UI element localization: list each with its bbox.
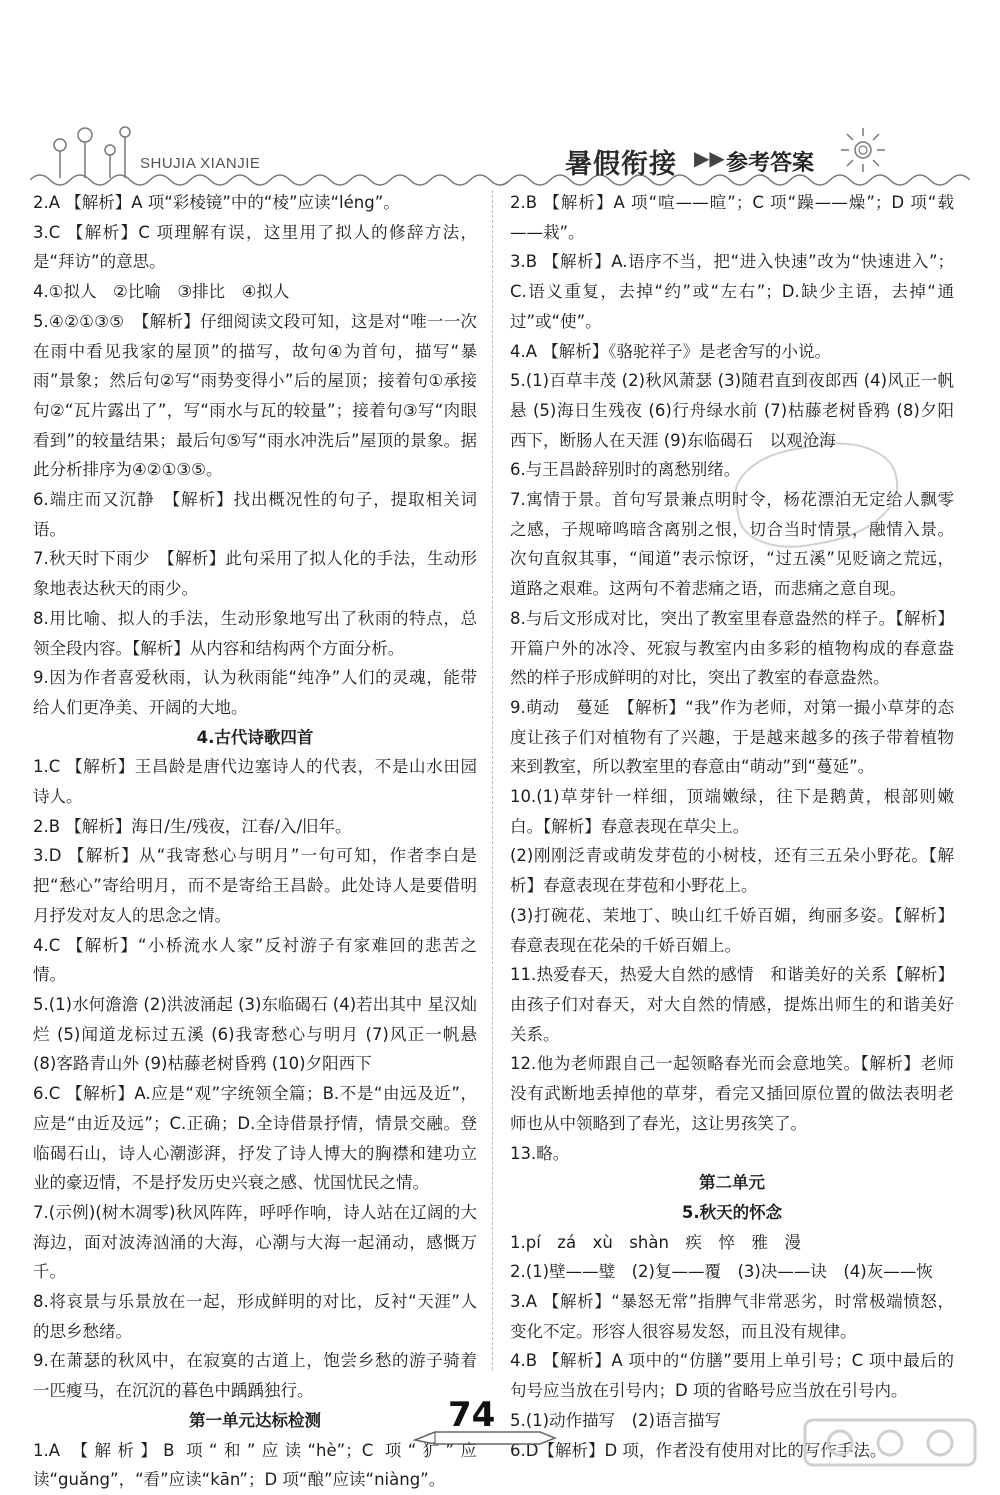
answer-item: 6.端庄而又沉静 【解析】找出概况性的句子，提取相关词语。: [33, 490, 477, 539]
answer-item: 7.(示例)(树木凋零)秋风阵阵，呼呼作响，诗人站在辽阔的大海边，面对波涛汹涌的大海，心潮与大海一起涌动，感慨万千。: [33, 1202, 477, 1282]
answer-item: 4.B 【解析】A 项中的“仿膳”要用上单引号；C 项中最后的句号应当放在引号内；D 项的省略号应当放在引号内。: [510, 1351, 954, 1401]
right-answer-column: [510, 188, 954, 1465]
answer-item: 5.(1)百草丰茂 (2)秋风萧瑟 (3)随君直到夜郎西 (4)风正一帆悬 (5)海日生残夜 (6)行舟绿水前 (7)枯藤老树昏鸦 (8)夕阳西下，断肠人在天涯 (9)东临碣石 以观沧海: [510, 371, 954, 450]
answer-item: 2.B 【解析】海日/生/残夜，江春/入/旧年。: [33, 816, 352, 836]
answer-item: 4.A 【解析】《骆驼祥子》是老舍写的小说。: [510, 341, 832, 361]
page-number: 74: [448, 1395, 496, 1435]
answer-item: 3.C 【解析】C 项理解有误，这里用了拟人的修辞方法，是“拜访”的意思。: [33, 222, 477, 272]
answer-item: 3.D 【解析】从“我寄愁心与明月”一句可知，作者李白是把“愁心”寄给明月，而不是寄给王昌龄。此处诗人是要借明月抒发对友人的思念之情。: [33, 846, 477, 925]
flower-icon: [45, 120, 135, 180]
answer-item: 9.萌动 蔓延 【解析】“我”作为老师，对第一撮小草芽的态度让孩子们对植物有了兴趣，于是越来越多的孩子带着植物来到教室，所以教室里的春意由“萌动”到“蔓延”。: [510, 697, 954, 777]
double-arrow-icon: ▶▶: [694, 146, 725, 170]
pencil-icon: [410, 1420, 570, 1450]
answer-item: 1.pí zá xù shàn 疾 悴 雅 漫: [510, 1232, 801, 1252]
lesson-heading: 5.秋天的怀念: [681, 1202, 783, 1222]
watermark-logo: [800, 1415, 980, 1485]
answer-item: 9.在萧瑟的秋风中，在寂寞的古道上，饱尝乡愁的游子骑着一匹瘦马，在沉沉的暮色中踽踽独行。: [33, 1351, 477, 1401]
page-header: [0, 0, 1000, 190]
answer-item: 9.因为作者喜爱秋雨，认为秋雨能“纯净”人们的灵魂，能带给人们更净美、开阔的大地。: [33, 668, 477, 717]
answer-item: 11.热爱春天，热爱大自然的感情 和谐美好的关系【解析】由孩子们对春天，对大自然的情感，提炼出师生的和谐美好关系。: [510, 965, 954, 1044]
answer-item: 3.A 【解析】“暴怒无常”指脾气非常恶劣，时常极端愤怒，变化不定。形容人很容易发怒，而且没有规律。: [510, 1292, 954, 1341]
answer-item: (2)刚刚泛青或萌发芽苞的小树枝，还有三五朵小野花。【解析】春意表现在芽苞和小野花上。: [510, 846, 954, 896]
answer-item: 5.(1)水何澹澹 (2)洪波涌起 (3)东临碣石 (4)若出其中 星汉灿烂 (5)闻道龙标过五溪 (6)我寄愁心与明月 (7)风正一帆悬 (8)客路青山外 (9)枯藤老树昏鸦 (10)夕阳西下: [33, 994, 477, 1074]
unit-heading: 第二单元: [699, 1173, 765, 1193]
brand-text: SHUJIA XIANJIE: [140, 155, 261, 172]
answer-item: 7.秋天时下雨少 【解析】此句采用了拟人化的手法，生动形象地表达秋天的雨少。: [33, 549, 477, 599]
answer-item: 5.④②①③⑤ 【解析】仔细阅读文段可知，这是对“唯一一次在雨中看见我家的屋顶”的描写，故句④为首句，描写“暴雨”景象；然后句②写“雨势变得小”后的屋顶；接着句①承接句②“瓦片露出了”，写“雨水与瓦的较量”；接着句③写“肉眼看到”的较量结果；最后句⑤写“雨水冲洗后”屋顶的景象。据此分析排序为④②①③⑤。: [33, 311, 477, 480]
answer-item: 2.B 【解析】A 项“喧——暄”；C 项“躁——燥”；D 项“载——栽”。: [510, 193, 954, 242]
answer-item: 1.C 【解析】王昌龄是唐代边塞诗人的代表，不是山水田园诗人。: [33, 757, 477, 807]
answer-item: 4.①拟人 ②比喻 ③排比 ④拟人: [33, 282, 290, 302]
answer-item: 2.(1)壁——璧 (2)复——覆 (3)决——诀 (4)灰——恢: [510, 1262, 933, 1282]
answer-item: 8.用比喻、拟人的手法，生动形象地写出了秋雨的特点，总领全段内容。【解析】从内容和结构两个方面分析。: [33, 608, 477, 658]
sun-icon: [838, 125, 888, 175]
answer-item: 7.寓情于景。首句写景兼点明时令，杨花漂泊无定给人飘零之感，子规啼鸣暗含离别之恨，切合当时情景，融情入景。次句直叙其事，“闻道”表示惊讶，“过五溪”见贬谪之荒远，道路之艰难。这两句不着悲痛之语，而悲痛之意自现。: [510, 490, 954, 599]
answer-item: 8.与后文形成对比，突出了教室里春意盎然的样子。【解析】开篇户外的冰冷、死寂与教室内由多彩的植物构成的春意盎然的样子形成鲜明的对比，突出了教室的春意盎然。: [510, 608, 954, 688]
answer-item: 2.A 【解析】A 项“彩棱镜”中的“棱”应读“léng”。: [33, 193, 400, 212]
answer-item: 6.与王昌龄辞别时的离愁别绪。: [510, 460, 741, 480]
answer-item: 10.(1)草芽针一样细，顶端嫩绿，往下是鹅黄，根部则嫩白。【解析】春意表现在草尖上。: [510, 787, 954, 836]
left-answer-column: [33, 188, 477, 1495]
answer-item: 12.他为老师跟自己一起领略春光而会意地笑。【解析】老师没有武断地丢掉他的草芽，看完又插回原位置的做法表明老师也从中领略到了春光，这让男孩笑了。: [510, 1054, 954, 1133]
series-title: 暑假衔接: [565, 149, 677, 180]
answer-item: 6.C 【解析】A.应是“观”字统领全篇；B.不是“由远及近”，应是“由近及远”；C.正确；D.全诗借景抒情，情景交融。登临碣石山，诗人心潮澎湃，抒发了诗人博大的胸襟和建功立业的豪迈情，不是抒发历史兴衰之感、忧国忧民之情。: [33, 1084, 477, 1193]
test-heading: 第一单元达标检测: [189, 1410, 321, 1430]
answer-item: (3)打碗花、茉地丁、映山红千娇百媚，绚丽多姿。【解析】春意表现在花朵的千娇百媚上。: [510, 905, 954, 955]
answer-item: 13.略。: [510, 1143, 570, 1163]
answer-item: 1.A 【解析】B 项“和”应读“hè”；C 项“犷”应读“guǎng”，“看”应读“kān”；D 项“酿”应读“niàng”。: [33, 1440, 477, 1490]
answer-item: 3.B 【解析】A.语序不当，把“进入快速”改为“快速进入”；C.语义重复，去掉“约”或“左右”；D.缺少主语，去掉“通过”或“使”。: [510, 252, 954, 331]
answer-item: 6.D【解析】D 项，作者没有使用对比的写作手法。: [510, 1440, 887, 1460]
answer-item: 8.将哀景与乐景放在一起，形成鲜明的对比，反衬“天涯”人的思乡愁绪。: [33, 1292, 477, 1341]
section-subtitle: 参考答案: [726, 151, 815, 176]
answer-item: 4.C 【解析】“小桥流水人家”反衬游子有家难回的悲苦之情。: [33, 935, 477, 985]
column-divider: [492, 190, 493, 1370]
lesson-heading: 4.古代诗歌四首: [196, 727, 314, 747]
answer-item: 5.(1)动作描写 (2)语言描写: [510, 1410, 721, 1430]
